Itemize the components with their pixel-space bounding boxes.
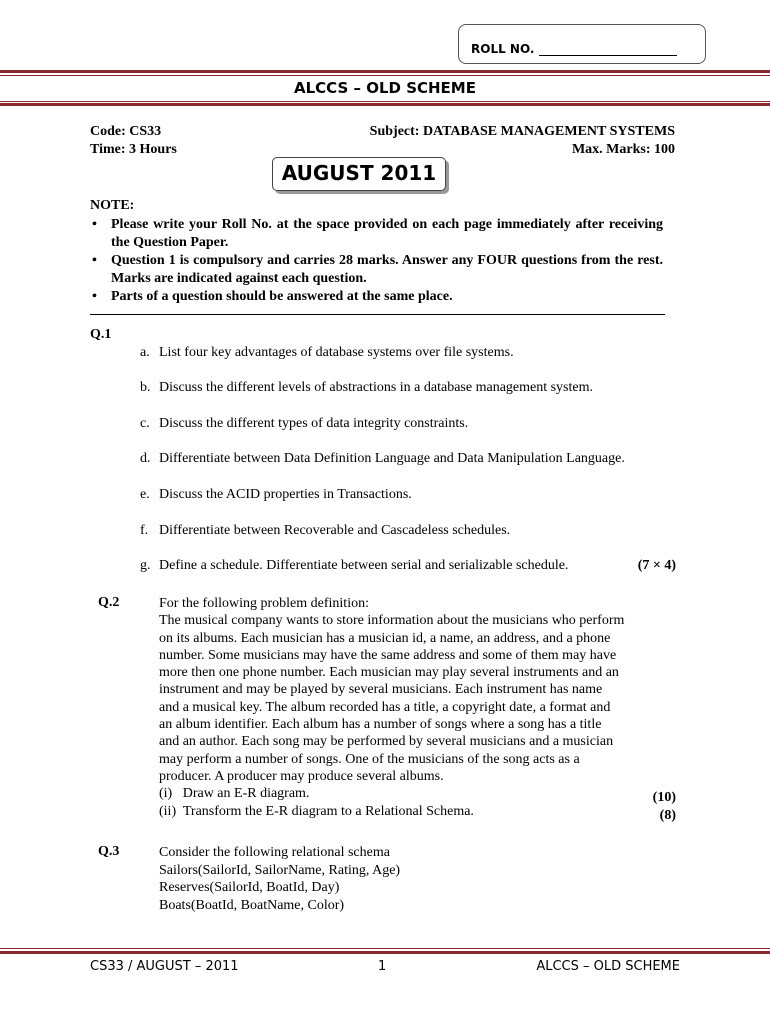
q1-part-g: g. Define a schedule. Differentiate between serial and serializable schedule. <box>140 558 569 573</box>
q3-text-line: Sailors(SailorId, SailorName, Rating, Age) <box>159 862 401 878</box>
q2-body <box>159 595 663 820</box>
scheme-title: ALCCS – OLD SCHEME <box>294 79 476 97</box>
q2-intro: For the following problem definition: <box>159 596 369 611</box>
question-number: Q.3 <box>98 844 120 859</box>
roll-number-box <box>458 24 706 64</box>
q1-part-d: d. Differentiate between Data Definition Language and Data Manipulation Language. <box>140 451 625 466</box>
q3-text-line: Boats(BoatId, BoatName, Color) <box>159 897 345 913</box>
q3-text-line: Consider the following relational schema <box>159 845 390 860</box>
footer-rule-thick <box>0 951 770 954</box>
question-number: Q.1 <box>90 327 112 342</box>
roll-number-label: ROLL NO. <box>471 42 535 56</box>
footer-left: CS33 / AUGUST – 2011 <box>90 959 239 974</box>
q2-text-line: and a musical key. The album recorded has a title, a copyright date, a format and <box>159 699 611 715</box>
q2-text-line: producer. A producer may produce several albums. <box>159 768 444 784</box>
subject: Subject: DATABASE MANAGEMENT SYSTEMS <box>369 124 675 139</box>
note-separator <box>90 314 665 315</box>
q2-part-i: (i) Draw an E-R diagram. <box>159 786 310 802</box>
q3-text-line: Reserves(SailorId, BoatId, Day) <box>159 880 340 896</box>
q1-part-e: e. Discuss the ACID properties in Transactions. <box>140 487 412 502</box>
header-rule-thin <box>0 75 770 76</box>
header-rule-lower-thick <box>0 103 770 106</box>
note-section <box>90 197 663 306</box>
paper-code: Code: CS33 <box>90 124 162 139</box>
header-rule-thick <box>0 70 770 73</box>
q1-part-c: c. Discuss the different types of data integrity constraints. <box>140 416 469 431</box>
q2-part-i-marks: (10) <box>652 790 676 805</box>
note-item: • Question 1 is compulsory and carries 28 marks. Answer any FOUR questions from the rest. Marks are indicated against each question. <box>92 253 663 286</box>
q1-part-f: f. Differentiate between Recoverable and Cascadeless schedules. <box>140 523 511 538</box>
q2-text-line: The musical company wants to store information about the musicians who perform <box>159 613 625 629</box>
q2-text-line: and an author. Each song may be performed by several musicians and a musician <box>159 734 614 750</box>
page-number: 1 <box>378 959 387 974</box>
roll-number-blank <box>539 55 677 56</box>
note-item: • Please write your Roll No. at the space provided on each page immediately after receiving the Question Paper. <box>92 217 663 250</box>
footer-rule-thin <box>0 948 770 949</box>
q2-text-line: number. Some musicians may have the same address and some of them may have <box>159 647 617 663</box>
exam-month-badge: AUGUST 2011 <box>272 157 446 191</box>
q1-part-b: b. Discuss the different levels of abstractions in a database management system. <box>140 380 593 395</box>
q1-marks: (7 × 4) <box>637 558 676 573</box>
q1-part-a: a. List four key advantages of database systems over file systems. <box>140 345 514 360</box>
note-item: • Parts of a question should be answered at the same place. <box>92 289 453 304</box>
q2-text-line: on its albums. Each musician has a musician id, a name, an address, and a phone <box>159 630 611 646</box>
q2-text-line: instrument and may be played by several musicians. Each instrument has name <box>159 682 603 698</box>
question-number: Q.2 <box>98 595 120 610</box>
q2-part-ii: (ii) Transform the E-R diagram to a Relational Schema. <box>159 803 474 819</box>
bullet-icon: • <box>92 217 97 232</box>
footer-right: ALCCS – OLD SCHEME <box>536 959 680 974</box>
q2-text-line: an album identifier. Each album has a number of songs where a song has a title <box>159 717 602 733</box>
max-marks: Max. Marks: 100 <box>571 142 675 157</box>
note-title: NOTE: <box>90 198 135 213</box>
header-rule-lower-thin <box>0 101 770 102</box>
q3-body <box>159 844 663 914</box>
q2-text-line: more then one phone number. Each musician may play several instruments and an <box>159 665 619 681</box>
bullet-icon: • <box>92 289 97 304</box>
q2-text-line: may perform a number of songs. One of the musicians of the song acts as a <box>159 751 580 767</box>
exam-time: Time: 3 Hours <box>90 142 177 157</box>
q2-part-ii-marks: (8) <box>659 808 676 823</box>
bullet-icon: • <box>92 253 97 268</box>
